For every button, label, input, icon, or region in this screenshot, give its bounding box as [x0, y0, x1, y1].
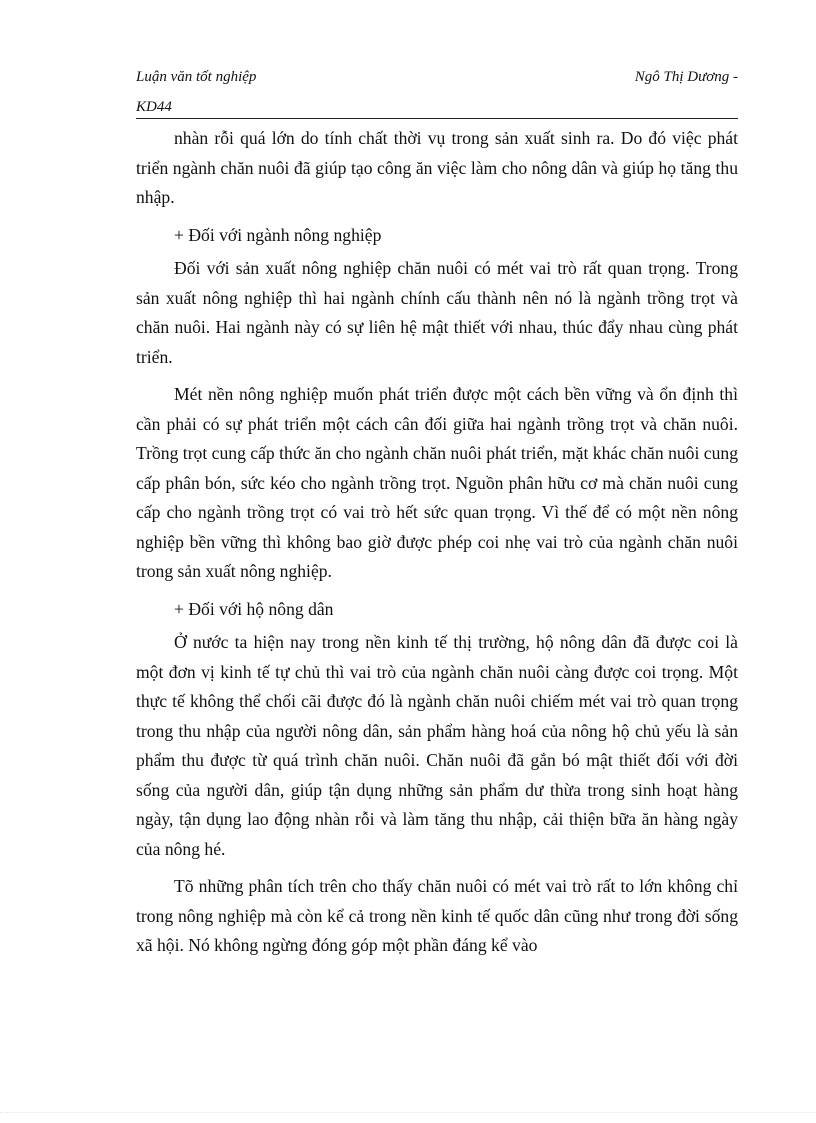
paragraph-farm-households: Ở nước ta hiện nay trong nền kinh tế thị trường, hộ nông dân đã được coi là một đơn vị kinh tế tự chủ thì vai trò của ngành chăn nuôi càng được coi trọng. Một thực tế không thể chối cãi được đó là ngành chăn nuôi chiếm mét vai trò quan trọng trong thu nhập của người nông dân, sản phẩm hàng hoá của nông hộ chủ yếu là sản phẩm thu được từ quá trình chăn nuôi. Chăn nuôi đã gắn bó mật thiết đối với đời sống của người dân, giúp tận dụng những sản phẩm dư thừa trong sinh hoạt hàng ngày, tận dụng lao động nhàn rỗi và làm tăng thu nhập, cải thiện bữa ăn hàng ngày của nông hé. [136, 632, 738, 859]
header-thesis-label: Luận văn tốt nghiệp [136, 69, 257, 85]
body-text [136, 124, 738, 969]
header-row [136, 62, 738, 92]
header-author-name: Ngô Thị Dương - [634, 69, 738, 85]
paragraph-continuation: nhàn rỗi quá lớn do tính chất thời vụ trong sản xuất sinh ra. Do đó việc phát triển ngành chăn nuôi đã giúp tạo công ăn việc làm cho nông dân và giúp họ tăng thu nhập. [136, 128, 738, 207]
subheading-farm-households: + Đối với hộ nông dân [174, 598, 334, 619]
header-class-code: KD44 [136, 99, 172, 115]
paragraph-conclusion: Tõ những phân tích trên cho thấy chăn nuôi có mét vai trò rất to lớn không chỉ trong nông nghiệp mà còn kể cả trong nền kinh tế quốc dân cũng như trong đời sống xã hội. Nó không ngừng đóng góp một phần đáng kể vào [136, 876, 738, 955]
page-bottom-edge [0, 1112, 816, 1113]
subheading-agriculture: + Đối với ngành nông nghiệp [174, 224, 382, 245]
paragraph-agriculture-role: Đối với sản xuất nông nghiệp chăn nuôi có mét vai trò rất quan trọng. Trong sản xuất nông nghiệp thì hai ngành chính cấu thành nên nó là ngành trồng trọt và chăn nuôi. Hai ngành này có sự liên hệ mật thiết với nhau, thúc đẩy nhau cùng phát triển. [136, 258, 738, 367]
header-divider [136, 118, 738, 119]
page-header [136, 62, 738, 122]
paragraph-sustainable-agriculture: Mét nền nông nghiệp muốn phát triển được một cách bền vững và ổn định thì cần phải có sự phát triển một cách cân đối giữa hai ngành trồng trọt và chăn nuôi. Trồng trọt cung cấp thức ăn cho ngành chăn nuôi phát triển, mặt khác chăn nuôi cung cấp phân bón, sức kéo cho ngành trồng trọt. Nguồn phân hữu cơ mà chăn nuôi cung cấp cho ngành trồng trọt có vai trò hết sức quan trọng. Vì thế để có một nền nông nghiệp bền vững thì không bao giờ được phép coi nhẹ vai trò của ngành chăn nuôi trong sản xuất nông nghiệp. [136, 384, 738, 581]
